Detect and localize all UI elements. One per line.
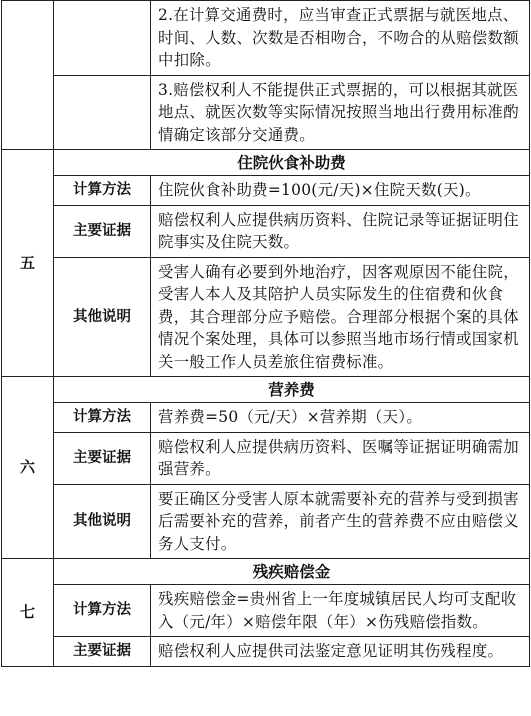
section-number: 七 xyxy=(2,559,54,667)
section-number: 六 xyxy=(2,377,54,559)
traffic-note-3: 3.赔偿权利人不能提供正式票据的，可以根据其就医地点、就医次数等实际情况按照当地出行费用标准酌情确定该部分交通费。 xyxy=(151,75,530,150)
section-number: 五 xyxy=(2,150,54,377)
row-label: 计算方法 xyxy=(54,403,151,433)
traffic-note-2: 2.在计算交通费时，应当审查正式票据与就医地点、时间、人数、次数是否相吻合，不吻合的从赔偿数额中扣除。 xyxy=(151,1,530,76)
label-cell-blank xyxy=(54,75,151,150)
table-row xyxy=(2,257,530,377)
section-title: 住院伙食补助费 xyxy=(54,150,530,176)
row-text: 要正确区分受害人原本就需要补充的营养与受到损害后需要补充的营养，前者产生的营养费不应由赔偿义务人支付。 xyxy=(151,484,530,559)
table-row xyxy=(2,585,530,637)
table-row xyxy=(2,432,530,484)
section-title: 营养费 xyxy=(54,377,530,403)
section-title-row xyxy=(2,377,530,403)
row-label: 主要证据 xyxy=(54,432,151,484)
row-label: 其他说明 xyxy=(54,484,151,559)
table-row xyxy=(2,637,530,667)
row-label: 计算方法 xyxy=(54,585,151,637)
table-row xyxy=(2,403,530,433)
row-text: 赔偿权利人应提供司法鉴定意见证明其伤残程度。 xyxy=(151,637,530,667)
section-number-cell-blank xyxy=(2,1,54,150)
row-text: 残疾赔偿金=贵州省上一年度城镇居民人均可支配收入（元/年）×赔偿年限（年）×伤残赔偿指数。 xyxy=(151,585,530,637)
row-label: 主要证据 xyxy=(54,205,151,257)
table-row xyxy=(2,1,530,76)
table-row xyxy=(2,205,530,257)
row-text: 营养费=50（元/天）×营养期（天）。 xyxy=(151,403,530,433)
section-title: 残疾赔偿金 xyxy=(54,559,530,585)
table-row xyxy=(2,176,530,206)
section-title-row xyxy=(2,559,530,585)
row-label: 其他说明 xyxy=(54,257,151,377)
row-text: 住院伙食补助费=100(元/天)×住院天数(天)。 xyxy=(151,176,530,206)
table-row xyxy=(2,75,530,150)
compensation-table xyxy=(1,0,530,667)
row-text: 赔偿权利人应提供病历资料、住院记录等证据证明住院事实及住院天数。 xyxy=(151,205,530,257)
row-label: 主要证据 xyxy=(54,637,151,667)
section-title-row xyxy=(2,150,530,176)
row-label: 计算方法 xyxy=(54,176,151,206)
row-text: 赔偿权利人应提供病历资料、医嘱等证据证明确需加强营养。 xyxy=(151,432,530,484)
row-text: 受害人确有必要到外地治疗，因客观原因不能住院，受害人本人及其陪护人员实际发生的住宿费和伙食费，其合理部分应予赔偿。合理部分根据个案的具体情况个案处理，具体可以参照当地市场行情或国家机关一般工作人员差旅住宿费标准。 xyxy=(151,257,530,377)
table-row xyxy=(2,484,530,559)
label-cell-blank xyxy=(54,1,151,76)
